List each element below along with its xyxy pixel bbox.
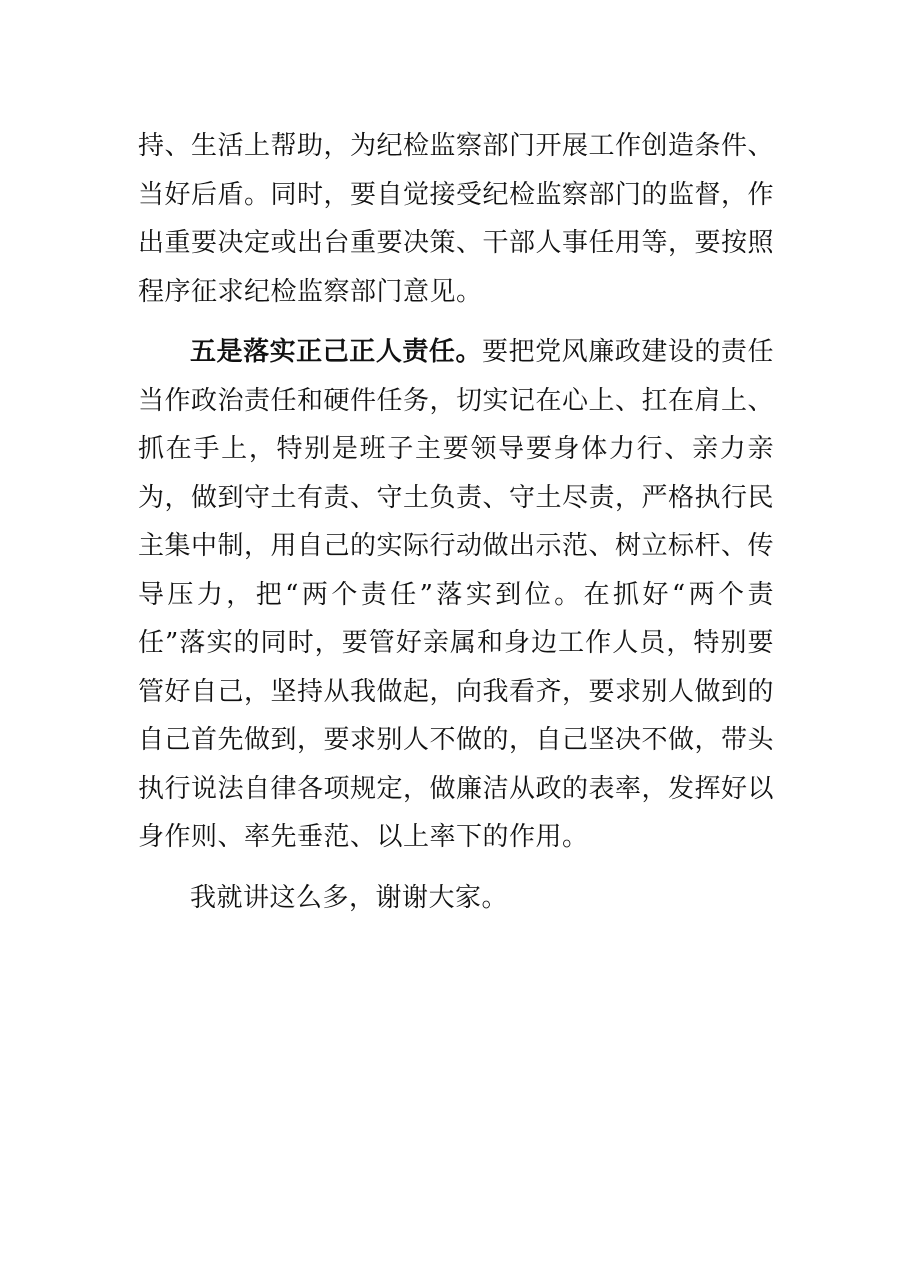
paragraph-point-five — [138, 328, 774, 862]
paragraph-closing — [138, 874, 774, 923]
paragraph-text: 我就讲这么多，谢谢大家。 — [190, 882, 509, 913]
paragraph-continuation — [138, 122, 774, 316]
document-body — [138, 122, 774, 934]
paragraph-text: 持、生活上帮助，为纪检监察部门开展工作创造条件、当好后盾。同时，要自觉接受纪检监察部门的监督，作出重要决定或出台重要决策、干部人事任用等，要按照程序征求纪检监察部门意见。 — [138, 131, 775, 307]
paragraph-lead-heading: 五是落实正己正人责任。 — [190, 337, 483, 367]
paragraph-text: 要把党风廉政建设的责任当作政治责任和硬件任务，切实记在心上、扛在肩上、抓在手上，特别是班子主要领导要身体力行、亲力亲为，做到守土有责、守土负责、守土尽责，严格执行民主集中制，用自己的实际行动做出示范、树立标杆、传导压力，把“两个责任”落实到位。在抓好“两个责任”落实的同时，要管好亲属和身边工作人员，特别要管好自己，坚持从我做起，向我看齐，要求别人做到的自己首先做到，要求别人不做的，自己坚决不做，带头执行说法自律各项规定，做廉洁从政的表率，发挥好以身作则、率先垂范、以上率下的作用。 — [138, 337, 775, 852]
